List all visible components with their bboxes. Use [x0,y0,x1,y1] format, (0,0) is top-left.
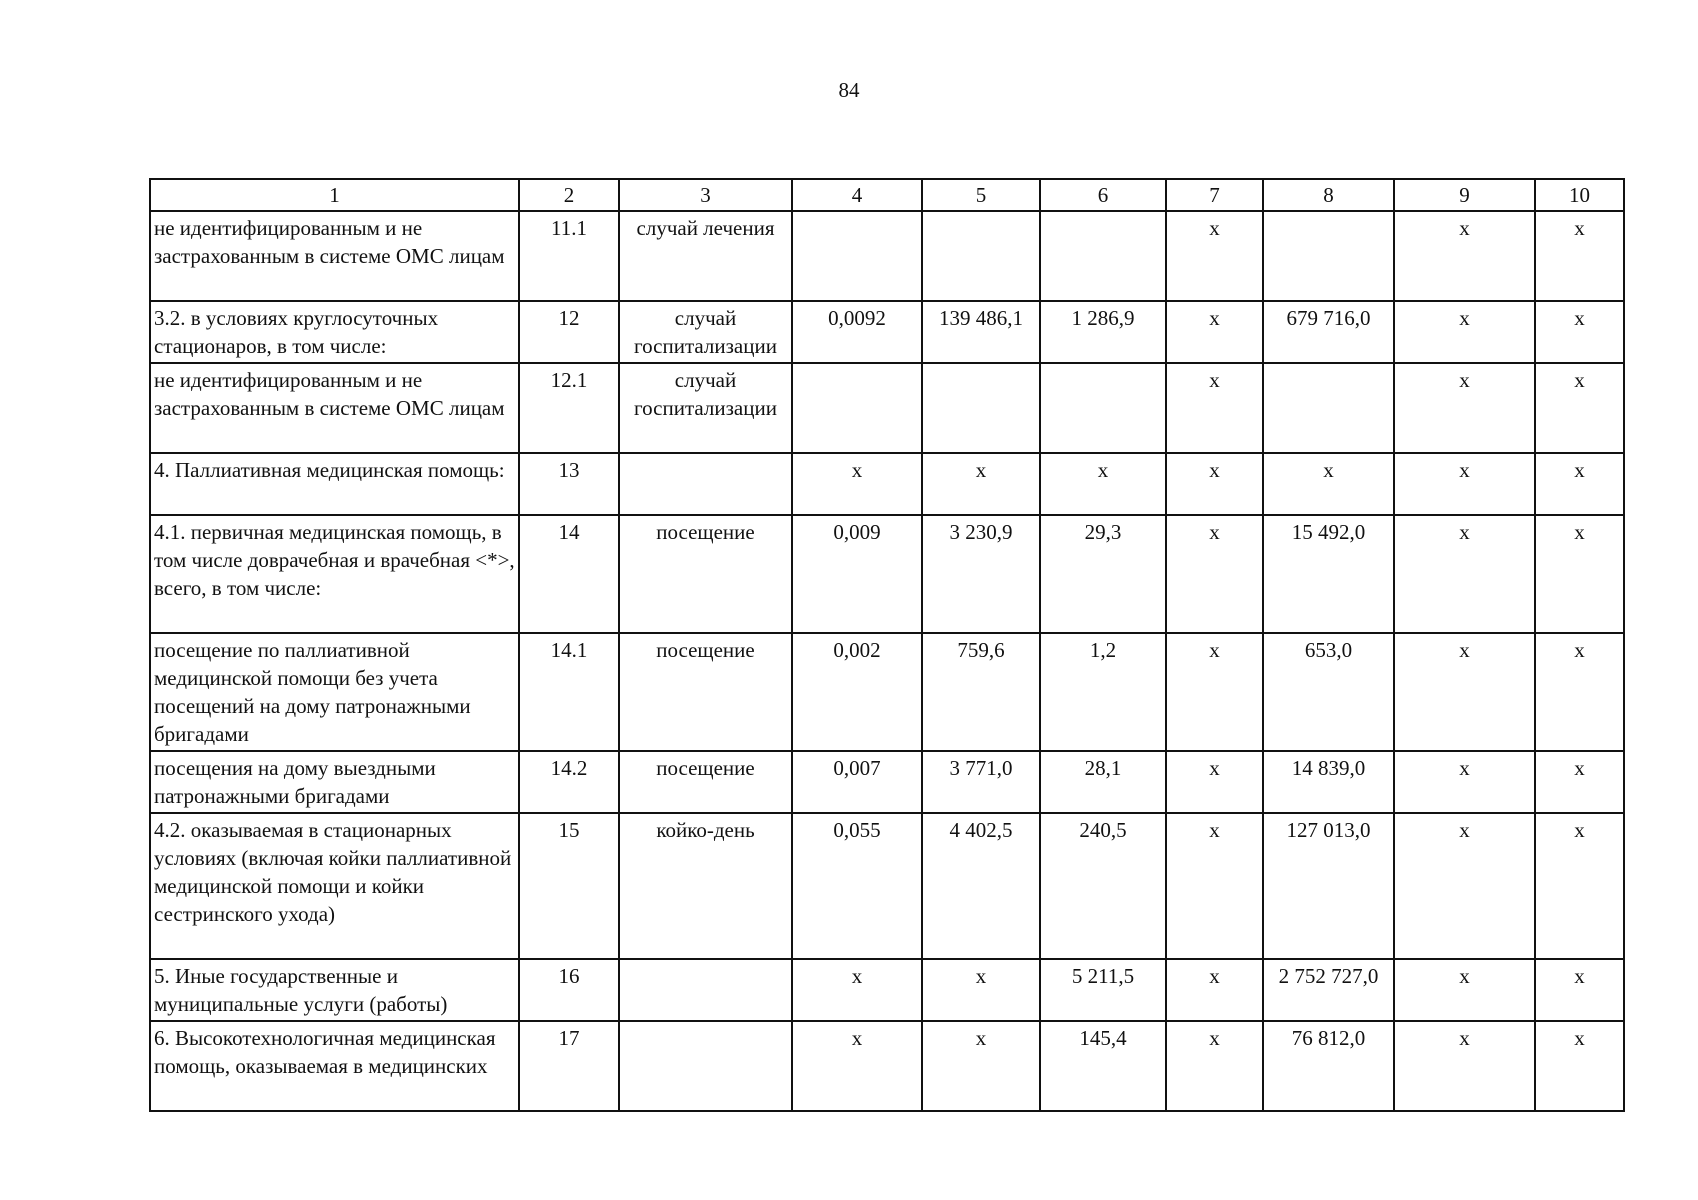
table-cell: 14 839,0 [1263,751,1394,813]
table-cell: посещение [619,515,792,633]
table-cell: x [922,453,1040,515]
table-cell: x [1394,1021,1535,1111]
table-cell: 12.1 [519,363,619,453]
table-cell: 0,009 [792,515,922,633]
table-row [150,813,1624,959]
table-cell: x [1394,453,1535,515]
table-cell: 145,4 [1040,1021,1166,1111]
table-cell: 2 752 727,0 [1263,959,1394,1021]
table-cell: x [1166,301,1263,363]
column-header: 10 [1535,179,1624,211]
table-cell: x [1394,363,1535,453]
table-cell [792,363,922,453]
column-header: 1 [150,179,519,211]
table-cell: x [1535,959,1624,1021]
table-cell: 0,055 [792,813,922,959]
table-cell: 14.2 [519,751,619,813]
table-cell: 14.1 [519,633,619,751]
table-cell: 14 [519,515,619,633]
table-cell: x [1166,633,1263,751]
table-cell: x [1535,633,1624,751]
row-description-cell: 4.2. оказываемая в стационарных условиях (включая койки паллиативной медицинской помощи и койки сестринского ухода) [150,813,519,959]
table-cell: 0,007 [792,751,922,813]
table-cell: 759,6 [922,633,1040,751]
column-header: 8 [1263,179,1394,211]
table-cell: x [1166,211,1263,301]
table-cell: посещение [619,633,792,751]
table-cell: x [922,1021,1040,1111]
table-cell: x [1535,1021,1624,1111]
table-cell: x [1535,301,1624,363]
table-cell: x [1394,301,1535,363]
table-cell: 3 230,9 [922,515,1040,633]
table-cell: x [1394,813,1535,959]
table-cell: x [922,959,1040,1021]
column-header: 4 [792,179,922,211]
table-cell: 76 812,0 [1263,1021,1394,1111]
column-header: 9 [1394,179,1535,211]
table-cell: x [1535,211,1624,301]
table-cell: x [792,1021,922,1111]
table-cell: x [1394,633,1535,751]
table-cell: x [1535,515,1624,633]
table-cell: 679 716,0 [1263,301,1394,363]
table-row [150,1021,1624,1111]
table-cell [619,453,792,515]
table-cell: x [1166,959,1263,1021]
table-cell: x [1535,453,1624,515]
row-description-cell: посещения на дому выездными патронажными бригадами [150,751,519,813]
table-cell: x [1040,453,1166,515]
table-cell: 17 [519,1021,619,1111]
table-cell: посещение [619,751,792,813]
table-cell: 1,2 [1040,633,1166,751]
row-description-cell: не идентифицированным и не застрахованным в системе ОМС лицам [150,363,519,453]
table-cell: 4 402,5 [922,813,1040,959]
table-cell: x [1394,515,1535,633]
table-cell: x [1535,813,1624,959]
table-cell: 11.1 [519,211,619,301]
column-header: 6 [1040,179,1166,211]
row-description-cell: 5. Иные государственные и муниципальные услуги (работы) [150,959,519,1021]
table-cell: 15 492,0 [1263,515,1394,633]
table-cell: 13 [519,453,619,515]
row-description-cell: не идентифицированным и не застрахованным в системе ОМС лицам [150,211,519,301]
table-cell: 240,5 [1040,813,1166,959]
table-cell: 0,002 [792,633,922,751]
table-row [150,959,1624,1021]
row-description-cell: 6. Высокотехнологичная медицинская помощь, оказываемая в медицинских [150,1021,519,1111]
table-cell: x [1166,751,1263,813]
table-cell: x [1166,363,1263,453]
table-cell: 5 211,5 [1040,959,1166,1021]
row-description-cell: 4.1. первичная медицинская помощь, в том числе доврачебная и врачебная <*>, всего, в том числе: [150,515,519,633]
table-cell: 127 013,0 [1263,813,1394,959]
table-cell: x [1394,959,1535,1021]
table-cell: случай лечения [619,211,792,301]
table-cell: x [792,453,922,515]
table-cell [1040,363,1166,453]
table-cell [1263,211,1394,301]
table-cell: x [1263,453,1394,515]
table-row [150,751,1624,813]
page-number: 84 [838,78,860,102]
table-cell: 16 [519,959,619,1021]
table-cell: койко-день [619,813,792,959]
table-cell: x [1166,453,1263,515]
table-row [150,363,1624,453]
row-description-cell: 3.2. в условиях круглосуточных стационаров, в том числе: [150,301,519,363]
table-row [150,515,1624,633]
column-header: 2 [519,179,619,211]
table-cell [792,211,922,301]
table-row [150,633,1624,751]
column-header: 3 [619,179,792,211]
table-cell [1263,363,1394,453]
table-cell: 139 486,1 [922,301,1040,363]
table-cell: x [1394,211,1535,301]
table-cell: случай госпитализации [619,363,792,453]
table-cell: 29,3 [1040,515,1166,633]
table-cell: x [1166,813,1263,959]
table-cell: 1 286,9 [1040,301,1166,363]
table-cell: x [1535,363,1624,453]
table-cell: 3 771,0 [922,751,1040,813]
row-description-cell: посещение по паллиативной медицинской помощи без учета посещений на дому патронажными бригадами [150,633,519,751]
table-cell: x [1394,751,1535,813]
table-cell: 28,1 [1040,751,1166,813]
table-cell: 653,0 [1263,633,1394,751]
table-cell: случай госпитализации [619,301,792,363]
table-cell [619,1021,792,1111]
table-cell [619,959,792,1021]
data-table [149,178,1625,1112]
table-cell [922,363,1040,453]
table-row [150,301,1624,363]
table-cell: 0,0092 [792,301,922,363]
column-header: 5 [922,179,1040,211]
table-row [150,453,1624,515]
table-row [150,211,1624,301]
table-cell [1040,211,1166,301]
column-header: 7 [1166,179,1263,211]
table-cell: x [1535,751,1624,813]
table-cell: 15 [519,813,619,959]
row-description-cell: 4. Паллиативная медицинская помощь: [150,453,519,515]
table-cell: x [1166,515,1263,633]
table-cell: x [792,959,922,1021]
table-header-row [150,179,1624,211]
table-cell: 12 [519,301,619,363]
table-cell: x [1166,1021,1263,1111]
table-cell [922,211,1040,301]
